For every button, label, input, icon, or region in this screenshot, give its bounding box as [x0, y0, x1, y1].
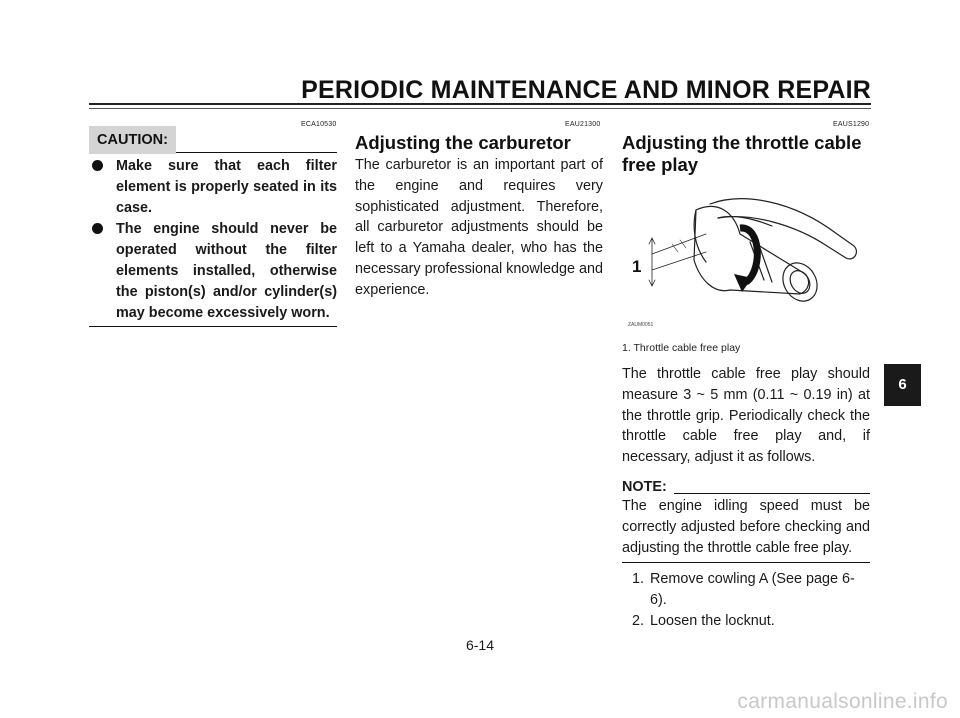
caution-box: [89, 126, 337, 327]
figure-caption: 1. Throttle cable free play: [622, 342, 741, 354]
note-label: NOTE:: [622, 478, 667, 495]
figure-code: ZAUM0051: [628, 322, 654, 328]
step-text: Remove cowling A (See page 6-6).: [650, 571, 855, 609]
code-throttle: EAUS1290: [833, 121, 870, 128]
carburetor-section: [355, 132, 603, 301]
code-caution: ECA10530: [301, 121, 337, 128]
caution-item-text: The engine should never be operated without the filter elements installed, otherwise the piston(s) and/or cylinder(s) may become excessively worn.: [116, 221, 337, 321]
bullet-icon: [92, 160, 103, 171]
watermark: carmanualsonline.info: [737, 690, 948, 713]
caution-item: [89, 156, 337, 219]
step-number: 1.: [632, 571, 645, 588]
chapter-tab: 6: [884, 364, 921, 406]
caution-header: [89, 126, 337, 154]
caution-rule: [176, 152, 337, 153]
throttle-grip-icon: [622, 182, 870, 332]
carburetor-body: The carburetor is an important part of the engine and requires very sophisticated adjustment. Therefore, all carburetor adjustments should be left to a Yamaha dealer, who has the necessary professional knowledge and experience.: [355, 157, 603, 298]
step-item: [622, 569, 870, 611]
step-number: 2.: [632, 612, 645, 629]
caution-item: [89, 219, 337, 324]
note-text: The engine idling speed must be correctly adjusted before checking and adjusting the throttle cable free play.: [622, 497, 870, 556]
note-header: [622, 478, 870, 496]
page-header-title: PERIODIC MAINTENANCE AND MINOR REPAIR: [301, 76, 871, 104]
note-end-rule: [622, 562, 870, 563]
step-item: [622, 611, 870, 632]
throttle-body: The throttle cable free play should measure 3 ~ 5 mm (0.11 ~ 0.19 in) at the throttle grip. Periodically check the throttle cable free play and, if necessary, adjust it as follows.: [622, 366, 870, 466]
note-rule: [674, 493, 870, 494]
page-number: 6-14: [465, 637, 495, 653]
code-carburetor: EAU21300: [565, 121, 601, 128]
throttle-title: Adjusting the throttle cable free play: [622, 132, 862, 175]
step-text: Loosen the locknut.: [650, 612, 775, 629]
throttle-grip-illustration: [622, 182, 870, 332]
caution-end-rule: [89, 326, 337, 327]
figure-callout-1: 1: [632, 257, 642, 276]
header-rule-thin: [89, 108, 871, 109]
bullet-icon: [92, 223, 103, 234]
caution-item-text: Make sure that each filter element is properly seated in its case.: [116, 158, 337, 216]
steps-list: [622, 569, 870, 631]
caution-label: CAUTION:: [89, 126, 176, 154]
carburetor-title: Adjusting the carburetor: [355, 132, 571, 153]
throttle-section: [622, 132, 870, 632]
header-rule: [89, 103, 871, 105]
caution-list: [89, 156, 337, 324]
